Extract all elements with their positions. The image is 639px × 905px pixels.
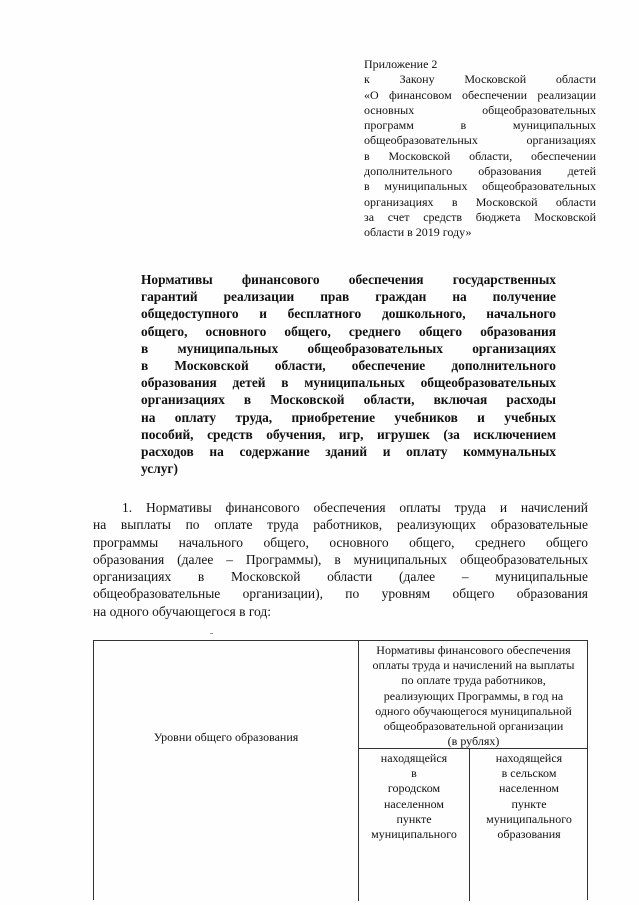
appendix-line: в Московской области, обеспечении <box>364 148 596 163</box>
appendix-line: общеобразовательных организациях <box>364 133 596 148</box>
table-header-rural-line: пункте <box>511 796 547 811</box>
table-header-norms-line: общеобразовательной организации <box>383 719 564 734</box>
table-header-norms-line: реализующих Программы, в год на <box>383 688 564 703</box>
table-header-norms-line: Нормативы финансового обеспечения <box>376 643 571 657</box>
scan-artifact <box>210 633 213 634</box>
paragraph-line: общеобразовательные организации), по уровням общего образования <box>93 586 588 602</box>
table-header-city-line: населенном <box>383 796 445 811</box>
appendix-line: организациях в Московской области <box>364 194 596 209</box>
title-line: организациях в Московской области, включая расходы <box>141 392 556 408</box>
title-line: образования детей в муниципальных общеобразовательных <box>141 375 556 391</box>
table-header-norms-line: одного обучающегося муниципальной <box>375 703 572 718</box>
title-line: пособий, средств обучения, игр, игрушек (за исключением <box>141 426 556 442</box>
table-header-levels: Уровни общего образования <box>153 730 299 744</box>
table-header-rural <box>470 751 588 842</box>
table-header-rural-line: населенном <box>498 781 560 796</box>
table-header-norms-line: оплаты труда и начислений на выплаты <box>372 658 575 673</box>
appendix-line: дополнительного образования детей <box>364 164 596 179</box>
paragraph-line: организациях в Московской области (далее – муниципальные <box>93 569 588 585</box>
appendix-line: области в 2019 году» <box>364 225 472 240</box>
table-header-city-line: муниципального <box>371 827 457 842</box>
document-title <box>141 271 556 477</box>
paragraph-line: 1. Нормативы финансового обеспечения оплаты труда и начислений <box>122 500 588 515</box>
appendix-line: основных общеобразовательных <box>364 102 596 117</box>
table-header-city <box>359 751 469 842</box>
appendix-line: Приложение 2 <box>364 57 438 71</box>
title-line: гарантий реализации прав граждан на получение <box>141 289 556 305</box>
appendix-line: в муниципальных общеобразовательных <box>364 179 596 194</box>
table-header-city-line: пункте <box>396 811 432 826</box>
table-header-rural-line: муниципального <box>486 811 572 826</box>
norms-table <box>93 640 588 900</box>
appendix-line: программ в муниципальных <box>364 118 596 133</box>
table-header-city-line: находящейся <box>380 751 448 765</box>
appendix-line: «О финансовом обеспечении реализации <box>364 87 596 102</box>
paragraph-line: образования (далее – Программы), в муниципальных общеобразовательных <box>93 551 588 567</box>
table-header-rural-line: в сельском <box>501 766 557 781</box>
table-header-norms <box>359 643 588 749</box>
table-header-rural-line: образования <box>497 827 561 842</box>
title-line: расходов на содержание зданий и оплату коммунальных <box>141 444 556 460</box>
table-header-norms-line: по оплате труда работников, <box>401 673 546 688</box>
paragraph-line: на одного обучающегося в год: <box>93 603 272 619</box>
paragraph-1 <box>93 499 588 620</box>
paragraph-line: программы начального общего, основного общего, среднего общего <box>93 534 588 550</box>
title-line: общедоступного и бесплатного дошкольного, начального <box>141 306 556 322</box>
appendix-header <box>364 57 596 241</box>
table-header-city-line: в <box>411 766 417 781</box>
paragraph-line: на выплаты по оплате труда работников, реализующих образовательные <box>93 517 588 533</box>
table-header-city-line: городском <box>387 781 441 796</box>
table-header-rural-line: находящейся <box>495 751 563 765</box>
title-line: в Московской области, обеспечение дополнительного <box>141 358 556 374</box>
title-line: в муниципальных общеобразовательных организациях <box>141 340 556 356</box>
table-header-norms-line: (в рублях) <box>447 734 500 749</box>
appendix-line: за счет средств бюджета Московской <box>364 209 596 224</box>
title-line: на оплату труда, приобретение учебников и учебных <box>141 409 556 425</box>
title-line: общего, основного общего, среднего общего образования <box>141 323 556 339</box>
title-line: услуг) <box>141 461 178 477</box>
appendix-line: к Закону Московской области <box>364 72 596 87</box>
title-line: Нормативы финансового обеспечения государственных <box>141 272 556 287</box>
